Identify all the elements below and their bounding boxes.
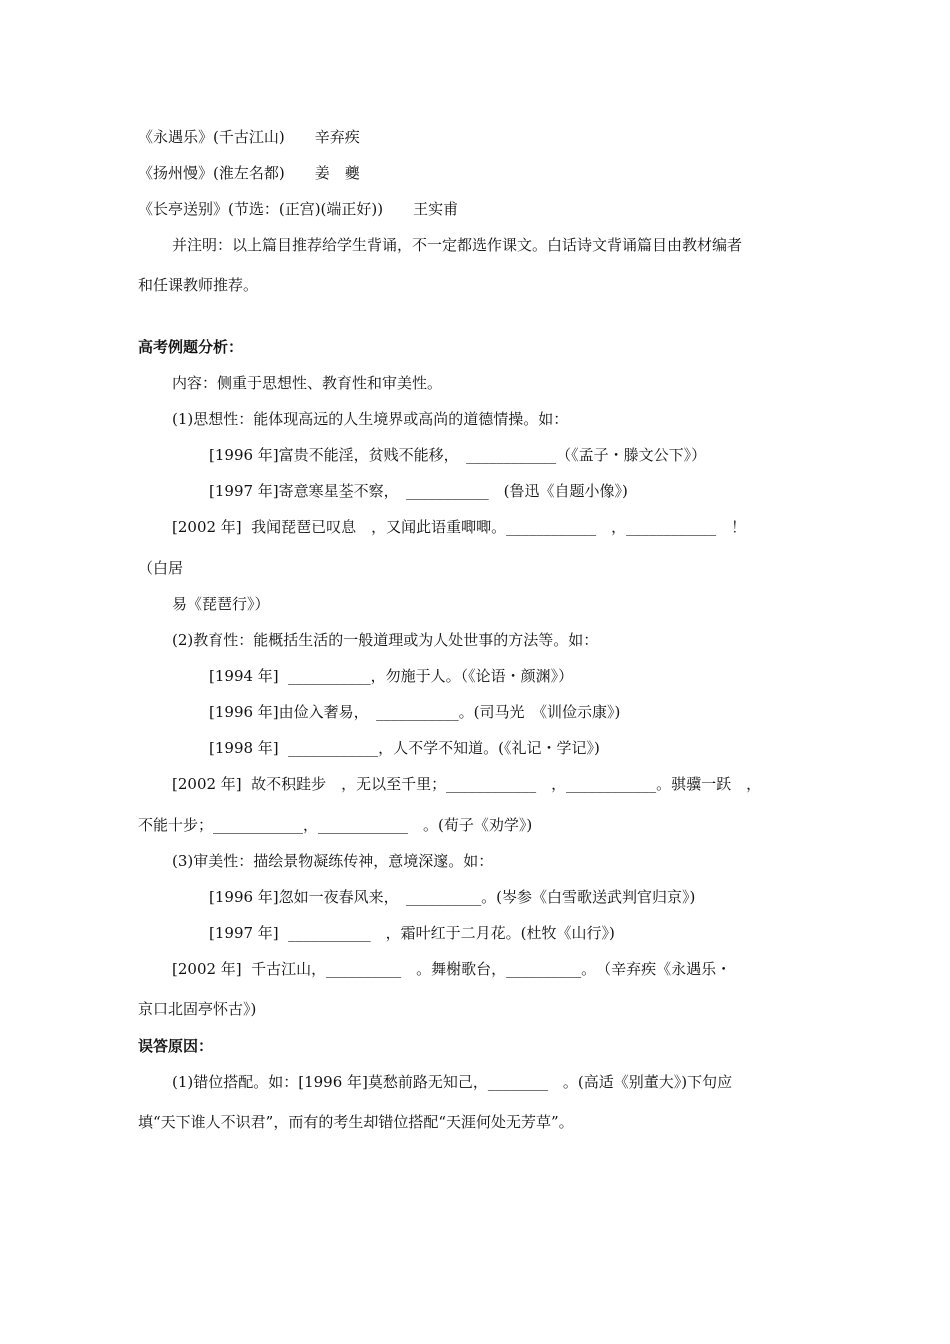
example-2002-pipa: [2002 年] 我闻琵琶已叹息 ，又闻此语重唧唧。____________ ，____________ ！ bbox=[172, 518, 747, 536]
example-2002-xinqiji-cont: 京口北固亭怀古》) bbox=[138, 1000, 257, 1018]
example-2002-pipa-source: 易《琵琶行》） bbox=[172, 595, 270, 613]
note-paragraph-line1: 并注明：以上篇目推荐给学生背诵，不一定都选作课文。白话诗文背诵篇目由教材编者 bbox=[172, 236, 743, 254]
section-heading-wrong-answers: 误答原因： bbox=[138, 1037, 214, 1055]
example-1998-liji: [1998 年] ____________，人不学不知道。(《礼记・学记》) bbox=[209, 739, 600, 757]
wrong-answer-item-1: (1)错位搭配。如：[1996 年]莫愁前路无知己，________ 。(高适《别董大》)下句应 bbox=[172, 1073, 733, 1091]
example-1996-censhen: [1996 年]忽如一夜春风来， __________。(岑参《白雪歌送武判官归京》) bbox=[209, 888, 696, 906]
example-1994-lunyu: [1994 年] ___________，勿施于人。（《论语・颜渊》） bbox=[209, 667, 574, 685]
example-1996-mencius: [1996 年]富贵不能淫，贫贱不能移， ____________（《孟子・滕文公下》） bbox=[209, 446, 707, 464]
example-2002-xinqiji: [2002 年] 千古江山，__________ 。舞榭歌台，__________。 （辛弃疾《永遇乐・ bbox=[172, 960, 732, 978]
example-1996-simaguang: [1996 年]由俭入奢易， ___________。(司马光 《训俭示康》) bbox=[209, 703, 621, 721]
example-1997-luxun: [1997 年]寄意寒星荃不察， ___________ (鲁迅《自题小像》) bbox=[209, 482, 628, 500]
content-line: 内容：侧重于思想性、教育性和审美性。 bbox=[172, 374, 443, 392]
point-2-heading: (2)教育性：能概括生活的一般道理或为人处世事的方法等。如： bbox=[172, 631, 599, 649]
point-1-heading: (1)思想性：能体现高远的人生境界或高尚的道德情操。如： bbox=[172, 410, 569, 428]
point-3-heading: (3)审美性：描绘景物凝练传神，意境深邃。如： bbox=[172, 852, 494, 870]
section-heading-exam-analysis: 高考例题分析： bbox=[138, 338, 244, 356]
poem-entry-yangzhoumàn: 《扬州慢》(淮左名都) 姜 夔 bbox=[138, 164, 360, 182]
example-1997-dumu: [1997 年] ___________ ，霜叶红于二月花。(杜牧《山行》) bbox=[209, 924, 615, 942]
note-paragraph-line2: 和任课教师推荐。 bbox=[138, 276, 259, 294]
example-2002-pipa-cont: （白居 bbox=[138, 559, 184, 577]
example-2002-quanxue: [2002 年] 故不积跬步 ，无以至千里；____________ ，____________。骐骥一跃 ， bbox=[172, 775, 762, 793]
wrong-answer-item-1-cont: 填“天下谁人不识君”，而有的考生却错位搭配“天涯何处无芳草”。 bbox=[138, 1113, 574, 1131]
example-2002-quanxue-cont: 不能十步；____________，____________ 。(荀子《劝学》) bbox=[138, 816, 533, 834]
poem-entry-yongyule: 《永遇乐》(千古江山) 辛弃疾 bbox=[138, 128, 360, 146]
poem-entry-changting: 《长亭送别》(节选：(正宫)(端正好)) 王实甫 bbox=[138, 200, 459, 218]
